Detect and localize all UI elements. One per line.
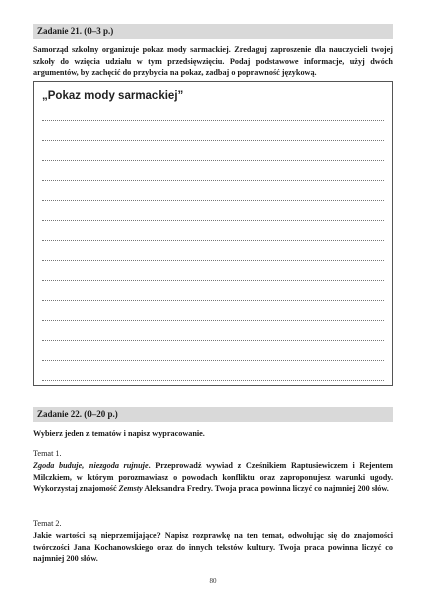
topic-1-title: Zgoda buduje, niezgoda rujnuje [33, 461, 149, 470]
answer-line [42, 220, 384, 221]
topic-1-text-b: Aleksandra Fredry. Twoja praca powinna liczyć co najmniej 200 słów. [142, 484, 389, 493]
task-21-instruction: Samorząd szkolny organizuje pokaz mody sarmackiej. Zredaguj zaproszenie dla nauczycieli twojej szkoły do wzięcia udziału w tym przedsięwzięciu. Podaj podstawowe informacje, użyj dwóch argumentów, by zachęcić do przybycia na pokaz, zadbaj o poprawność językową. [33, 45, 393, 77]
answer-line [42, 120, 384, 121]
answer-line [42, 180, 384, 181]
answer-box[interactable] [33, 81, 393, 386]
task-21-header: Zadanie 21. (0–3 p.) [33, 24, 393, 39]
answer-line [42, 160, 384, 161]
answer-line [42, 320, 384, 321]
topic-1-work: Zemsty [118, 484, 143, 493]
topic-1-text [33, 460, 393, 495]
task-22-instruction: Wybierz jeden z tematów i napisz wypracowanie. [33, 429, 205, 438]
answer-line [42, 300, 384, 301]
box-title: „Pokaz mody sarmackiej” [42, 90, 184, 102]
answer-line [42, 360, 384, 361]
answer-line [42, 380, 384, 381]
answer-line [42, 280, 384, 281]
answer-line [42, 240, 384, 241]
page-number: 80 [209, 577, 217, 585]
topic-1-label: Temat 1. [33, 449, 62, 458]
task-22-header: Zadanie 22. (0–20 p.) [33, 407, 393, 422]
topic-1-text-a: . Przeprowadź wywiad z Cześnikiem Raptusiewiczem i Rejentem Milczkiem, w którym porozmawiasz o powodach konfliktu oraz zaproponujesz warunki ugody. Wykorzystaj znajomość [33, 461, 393, 493]
answer-line [42, 260, 384, 261]
topic-2-text: Jakie wartości są nieprzemijające? Napisz rozprawkę na ten temat, odwołując się do znajomości twórczości Jana Kochanowskiego oraz do innych tekstów kultury. Twoja praca powinna liczyć co najmniej 200 słów. [33, 531, 393, 563]
answer-line [42, 140, 384, 141]
answer-line [42, 200, 384, 201]
answer-line [42, 340, 384, 341]
topic-2-label: Temat 2. [33, 519, 62, 528]
